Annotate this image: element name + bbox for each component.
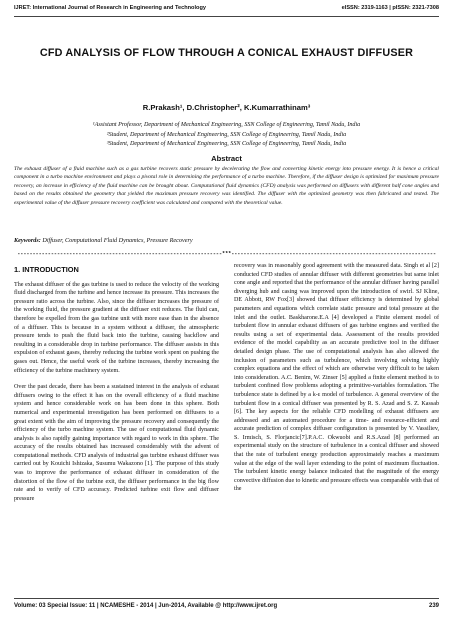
issn: eISSN: 2319-1163 | pISSN: 2321-7308 (341, 5, 439, 11)
section-heading: 1. INTRODUCTION (14, 265, 79, 274)
header-rule (14, 16, 439, 17)
keywords (14, 237, 439, 244)
paper-title: CFD ANALYSIS OF FLOW THROUGH A CONICAL EXHAUST DIFFUSER (39, 47, 414, 59)
affiliation-2: ²Student, Department of Mechanical Engineering, SSN College of Engineering, Tamil Nadu, India (106, 131, 347, 138)
keywords-label: Keywords: (14, 237, 41, 244)
volume-info: Volume: 03 Special Issue: 11 | NCAMESHE - 2014 | Jun-2014, Available @ http://www.ijret.org (14, 603, 278, 609)
journal-name: IJRET: International Journal of Research in Engineering and Technology (14, 5, 206, 11)
running-header (14, 5, 439, 11)
affiliations (30, 121, 423, 150)
right-paragraph-1: recovery was in reasonably good agreement with the measured data. Singh et al [2] conducted CFD studies of annular diffuser with different geometries but same inlet cone angle and reported that the performance of the annular diffuser having parallel diverging hub and casing was improved upon the introduction of swirl. SJ Kline, DE Abbott, RW Fox[3] showed that diffuser efficiency is determined by global parameters and equations which correlate static pressure and total pressure at the inlet and the outlet. Baskharone.E.A [4] developed a Finite element model of turbulent flow in annular exhaust diffusers of gas turbine engines and verified the results using a set of experimental data. Assessment of the results provided evidence of the model capability as an accurate predictive tool in the diffuser detailed design phase. The use of computational analysis has also allowed the inclusion of parameters such as turbulence, which involving solving highly complex equations and the effect of which are otherwise very difficult to be taken into consideration. A.C. Benim, W. Zinser [5] applied a finite element method is to turbulent confined flow problems adopting a primitive-variables formulation. The turbulence state is defined by a k-ε model of turbulence. A general overview of the turbulent flow in a conical diffuser was presented by R. S. Azad and S. Z. Kassab [6]. The key aspects for the reliable CFD modelling of exhaust diffusers are addressed and an automated procedure for a time- and resource-efficient and accurate prediction of complex diffuser configuration is presented by V. Vassiliev, S. Irmisch, S. Florjancic[7].P.A.C. Okwuobi and R.S.Azad [8] performed an experimental study on the structure of turbulence in a conical diffuser and showed that the rate of turbulent energy production approximately reaches a maximum value at the edge of the wall layer extending to the point of maximum fluctuation. The turbulent kinetic energy balance indicated that the magnitude of the energy convective diffusion due to kinetic and pressure effects was comparable with that of the (234, 263, 439, 493)
left-column (14, 266, 219, 511)
page-number: 239 (428, 603, 439, 609)
abstract-text: The exhaust diffuser of a fluid machine such as a gas turbine recovers static pressure by decelerating the flow and converting kinetic energy into pressure energy. It is hence a critical component in a turbo machine environment and plays a pivotal role in determining the performance of a turbo machine. Therefore, if the diffuser design is optimized for maximum pressure recovery, an increase in efficiency of the fluid machine can be brought about. Computational fluid dynamics (CFD) analysis was performed on diffusers with different half cone angles and based on the results obtained the geometry that yielded the maximum pressure recovery was identified. The diffuser with the optimized geometry was then fabricated and tested. The experimental value of the diffuser pressure recovery coefficient was calculated and compared with the theoretical value. (14, 166, 439, 206)
footer (14, 603, 439, 609)
right-column (234, 262, 439, 502)
affiliation-3: ³Student, Department of Mechanical Engineering, SSN College of Engineering, Tamil Nadu, India (106, 141, 347, 148)
intro-paragraph-2: Over the past decade, there has been a sustained interest in the analysis of exhaust diffusers owing to the effect it has on the overall efficiency of a fluid machine system and hence considerable work on has been done in this sphere. Both numerical and experimental investigation has been performed on diffusers to a great extent with the aim of improving the pressure recovery and consequently the efficiency of the turbo machine system. The use of computational fluid dynamic analysis is also rapidly gaining importance with regard to work in this sphere. The accuracy of the results obtained has increased considerably with the advent of computational methods. CFD analysis of industrial gas turbine exhaust diffuser was carried out by Kouichi Ishizaka, Susumu Wakazono [1]. The purpose of this study was to improve the performance of exhaust diffuser in consideration of the distortion of the flow of the turbine exit, the diffuser performance in the big flow rate and to verify of CFD accuracy. Predicted turbine exit flow and diffuser pressure (14, 384, 219, 502)
authors: R.Prakash¹, D.Christopher², K.Kumarrathinam³ (142, 103, 311, 112)
intro-paragraph-1: The exhaust diffuser of the gas turbine is used to reduce the velocity of the working fluid discharged from the turbine and hence increase its pressure. This increases the pressure ratio across the turbine. Also, since the diffuser increases the pressure of the working fluid, the pressure gradient at the diffuser exit reduces. The fluid can, therefore be expelled from the gas turbine unit with more ease than in the absence of a diffuser. This is because in a system without a diffuser, the atmospheric pressure tends to push the fluid back into the turbine, causing backflow and resulting in a considerable drop in turbine performance. The diffuser assists in this expulsion of exhaust gases, thereby reducing the turbine work spent on pushing the gases out. Hence, the useful work of the turbine increases, thereby increasing the efficiency of the turbine machinery system. (14, 281, 219, 374)
separator: -------------------------------------------------------------------***------------------------------------------------------------------- (17, 250, 436, 257)
affiliation-1: ¹Assistant Professor, Department of Mechanical Engineering, SSN College of Engineering, Tamil Nadu, India (92, 122, 361, 128)
keywords-text: Diffuser, Computational Fluid Dynamics, Pressure Recovery (42, 237, 193, 244)
abstract-heading: Abstract (211, 154, 242, 163)
footer-rule (14, 598, 439, 599)
